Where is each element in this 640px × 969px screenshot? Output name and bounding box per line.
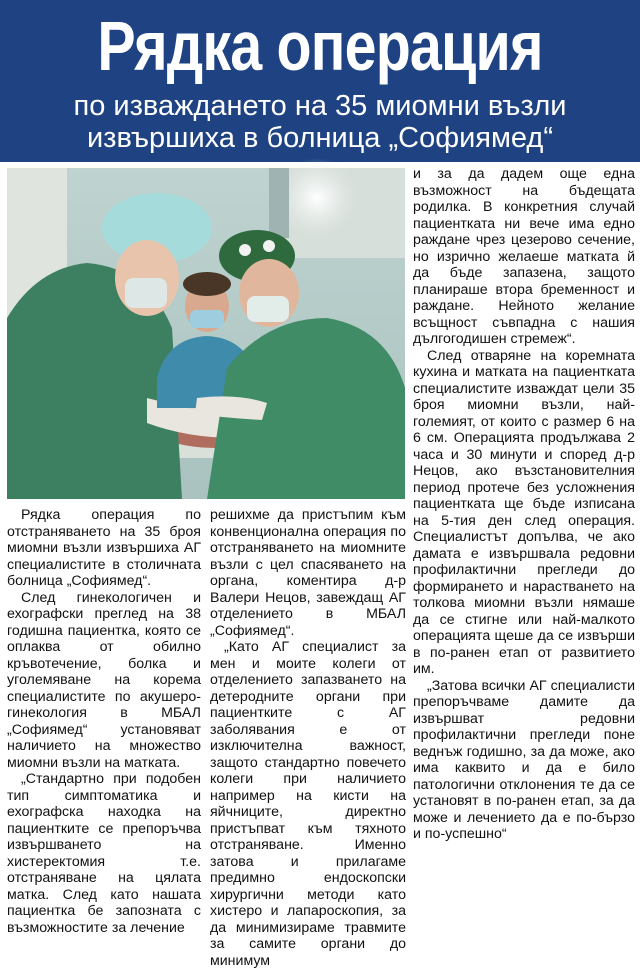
surgery-photo-illustration [7, 168, 405, 499]
headline: Рядка операция [97, 7, 543, 85]
article-paragraph: След отваряне на коремната кухина и матката на пациентката специалистите изваждат цели 35 броя миомни възли, най-големият, от които с размер 6 на 6 см. Операцията продължава 2 часа и 30 минути и според д-р Нецов, ако възстановителния период протече без усложнения пациентката ще бъде изписана на 5-тия ден след операция. Специалистът допълва, че ако дамата е извършвала редовни профилактични прегледи до формирането и нарастването на толкова миомни възли нямаше да се стигне или най-малкото операцията щеше да се извърши в по-ранен етап от развитието им. [413, 347, 635, 677]
article-paragraph: „Затова всички АГ специалисти препоръчваме дамите да извършват редовни профилактични прегледи поне веднъж годишно, за да може, ако има каквито и да е било патологични отклонения те да се установят в по-ранен етап, за да може и лечението да е по-бързо и по-успешно“ [413, 677, 635, 842]
article-paragraph: и за да дадем още една възможност на бъдещата родилка. В конкретния случай пациентката ни вече има едно раждане чрез цезерово сечение, но изрично желаеше матката й да бъде запазена, защото планираше втора бременност и раждане. Нейното желание всъщност съвпадна с нашия дългогодишен стремеж“. [413, 166, 635, 347]
article-header [0, 0, 640, 162]
subheadline-line-2: извършиха в болница „Софиямед“ [86, 122, 553, 154]
article-paragraph: След гинекологичен и ехографски преглед на 38 годишна пациентка, която се оплаква от обилно кръвотечение, болка и уголемяване на корема специалистите по акушеро-гинекология в МБАЛ „Софиямед“ установяват наличието на множество миомни възли на матката. [7, 589, 201, 771]
article-paragraph: решихме да пристъпим към конвенционална операция по отстраняването на миомните възли с цел спасяването на органа, коментира д-р Валери Нецов, завеждащ АГ отделението в МБАЛ „Софиямед“. [210, 507, 406, 639]
article-column-1 [7, 507, 201, 947]
article-paragraph: Рядка операция по отстраняването на 35 броя миомни възли извършиха АГ специалистите в столичната болница „Софиямед“. [7, 507, 201, 589]
surgery-photo [7, 168, 405, 499]
article-column-2 [210, 507, 406, 969]
article-paragraph: „Стандартно при подобен тип симптоматика и ехографска находка на пациентките се препоръчва извършването на хистеректомия т.е. отстраняване на цялата матка. След като нашата пациентка бе запозната с възможностите за лечение [7, 771, 201, 936]
subheadline-line-1: по изваждането на 35 миомни възли [73, 90, 567, 122]
article-column-3 [413, 166, 635, 946]
article-paragraph: „Като АГ специалист за мен и моите колеги от отделението запазването на детеродните органи при пациентките с АГ заболявания е от изключителна важност, защото стандартно повечето колеги при наличието например на кисти на яйчниците, директно пристъпват към тяхното отстраняване. Именно затова и прилагаме предимно ендоскопски хирургични методи като хистеро и лапароскопия, за да минимизираме травмите за самите органи до минимум [210, 639, 406, 969]
